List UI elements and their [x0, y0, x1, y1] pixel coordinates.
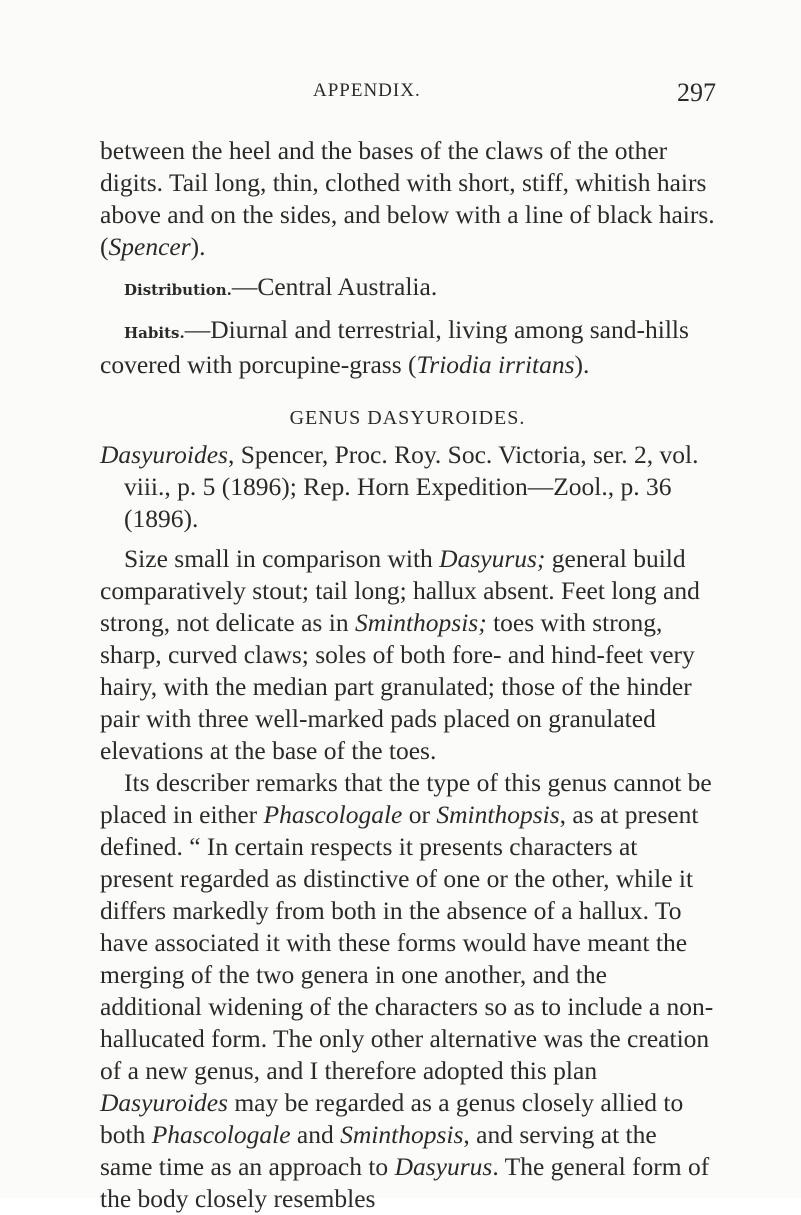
- body-text: [100, 135, 715, 1215]
- paragraph-habits: Habits.—Diurnal and terrestrial, living among sand-hills covered with porcupine-grass (Triodia irritans).: [100, 315, 689, 379]
- species-name: Triodia irritans: [416, 350, 575, 379]
- paragraph-tail-description: between the heel and the bases of the claws of the other digits. Tail long, thin, clothed with short, stiff, whitish hairs above and on the sides, and below with a line of black hairs. (Spencer).: [100, 136, 715, 261]
- running-title: APPENDIX.: [313, 80, 421, 101]
- running-header: [0, 78, 801, 108]
- paragraph-distribution: Distribution.—Central Australia.: [124, 272, 438, 301]
- author-citation: Spencer: [108, 232, 191, 261]
- paragraph-describer-remarks: Its describer remarks that the type of this genus cannot be placed in either Phascologale or Sminthopsis, as at present defined. “ In certain respects it presents characters at present regarded as distinctive of one or the other, while it differs markedly from both in the absence of a hallux. To have associated it with these forms would have meant the merging of the two genera in one another, and the additional widening of the characters so as to include a non-hallucated form. The only other alternative was the creation of a new genus, and I therefore adopted this plan Dasyuroides may be regarded as a genus closely allied to both Phascologale and Sminthopsis, and serving at the same time as an approach to Dasyurus. The general form of the body closely resembles: [100, 768, 714, 1213]
- page-number: 297: [677, 78, 716, 107]
- paragraph-citation: Dasyuroides, Spencer, Proc. Roy. Soc. Victoria, ser. 2, vol. viii., p. 5 (1896); Rep. Horn Expedition—Zool., p. 36 (1896).: [100, 440, 699, 533]
- paragraph-genus-description: Size small in comparison with Dasyurus; general build comparatively stout; tail long; hallux absent. Feet long and strong, not delicate as in Sminthopsis; toes with strong, sharp, curved claws; soles of both fore- and hind-feet very hairy, with the median part granulated; those of the hinder pair with three well-marked pads placed on granulated elevations at the base of the toes.: [100, 544, 700, 765]
- section-heading: GENUS DASYUROIDES.: [289, 407, 526, 429]
- habits-label: Habits.: [124, 324, 185, 342]
- distribution-label: Distribution.: [124, 281, 232, 299]
- genus-name: Dasyuroides: [100, 440, 228, 469]
